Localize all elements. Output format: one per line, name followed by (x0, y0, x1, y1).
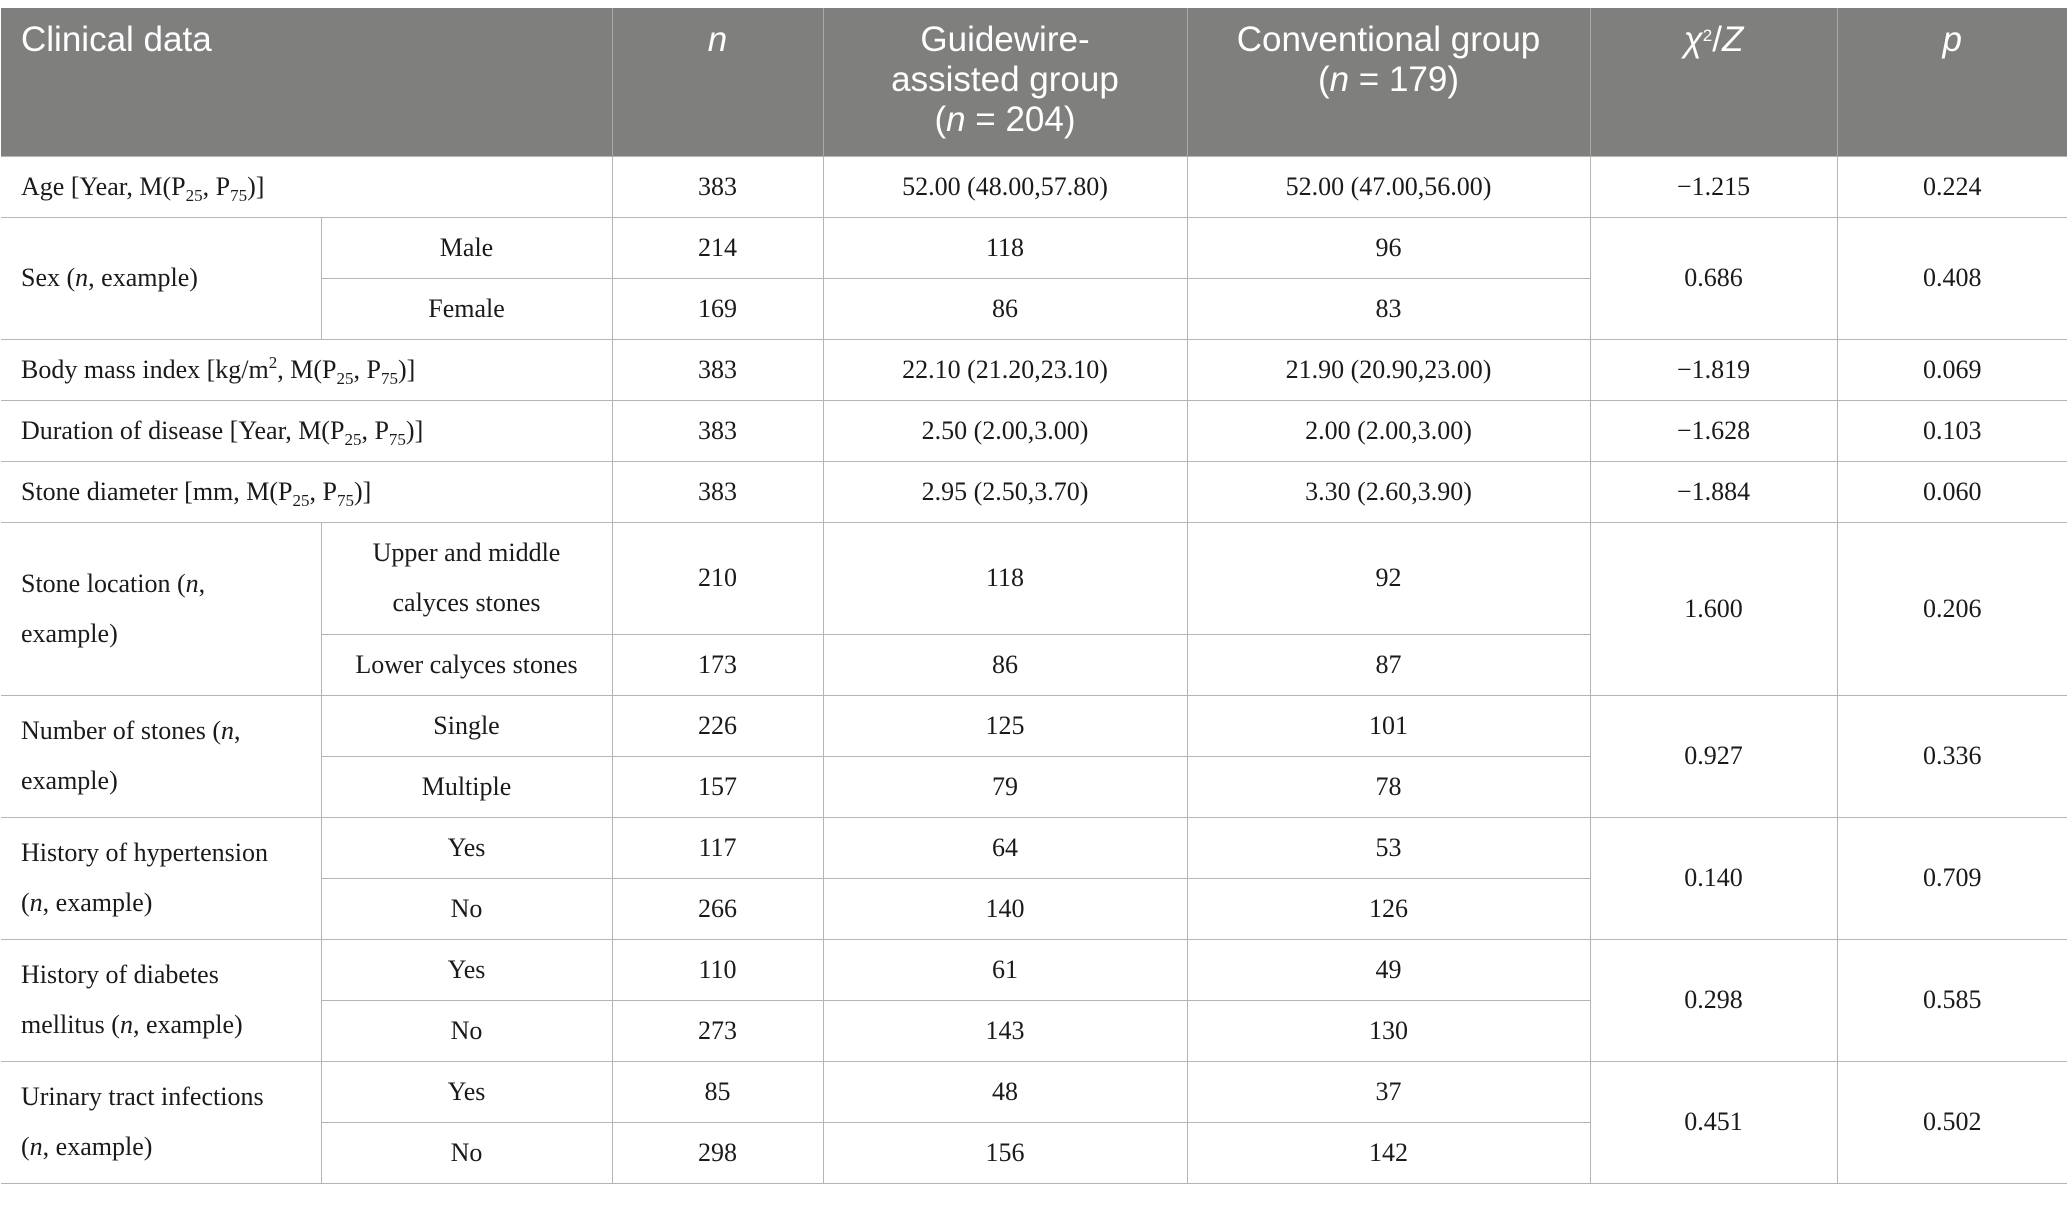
cell-conventional: 96 (1187, 217, 1590, 278)
cell-guidewire: 48 (823, 1061, 1187, 1122)
cell-conventional: 78 (1187, 756, 1590, 817)
header-conventional-group: Conventional group (n = 179) (1187, 8, 1590, 156)
cell-conventional: 3.30 (2.60,3.90) (1187, 461, 1590, 522)
cell-n: 226 (612, 695, 823, 756)
cell-n: 169 (612, 278, 823, 339)
cell-conventional: 126 (1187, 878, 1590, 939)
cell-guidewire: 156 (823, 1122, 1187, 1183)
cell-conventional: 52.00 (47.00,56.00) (1187, 156, 1590, 217)
row-label: Stone diameter [mm, $M(P_{25}$, $P_{75}$)] (1, 461, 612, 522)
cell-conventional: 83 (1187, 278, 1590, 339)
cell-n: 273 (612, 1000, 823, 1061)
cell-conventional: 37 (1187, 1061, 1590, 1122)
cell-statistic: 0.451 (1590, 1061, 1837, 1183)
header-row (1, 8, 2067, 156)
table-row-location-upper (1, 522, 2067, 634)
cell-subgroup: No (321, 1122, 612, 1183)
cell-conventional: 21.90 (20.90,23.00) (1187, 339, 1590, 400)
cell-subgroup: Female (321, 278, 612, 339)
row-label: Number of stones (n, example) (1, 695, 321, 817)
cell-statistic: 0.140 (1590, 817, 1837, 939)
row-label: Sex (n, example) (1, 217, 321, 339)
cell-p: 0.336 (1837, 695, 2067, 817)
table-row-number-single (1, 695, 2067, 756)
cell-p: 0.069 (1837, 339, 2067, 400)
cell-n: 173 (612, 634, 823, 695)
cell-statistic: −1.215 (1590, 156, 1837, 217)
cell-guidewire: 118 (823, 217, 1187, 278)
row-label: Urinary tract infections (n, example) (1, 1061, 321, 1183)
cell-subgroup: Yes (321, 817, 612, 878)
table-row-bmi (1, 339, 2067, 400)
cell-guidewire: 52.00 (48.00,57.80) (823, 156, 1187, 217)
cell-p: 0.224 (1837, 156, 2067, 217)
cell-subgroup: Lower calyces stones (321, 634, 612, 695)
cell-statistic: −1.819 (1590, 339, 1837, 400)
cell-statistic: 1.600 (1590, 522, 1837, 695)
cell-guidewire: 2.50 (2.00,3.00) (823, 400, 1187, 461)
cell-subgroup: No (321, 1000, 612, 1061)
cell-guidewire: 143 (823, 1000, 1187, 1061)
cell-statistic: −1.628 (1590, 400, 1837, 461)
cell-statistic: 0.927 (1590, 695, 1837, 817)
cell-subgroup: No (321, 878, 612, 939)
cell-guidewire: 118 (823, 522, 1187, 634)
cell-n: 266 (612, 878, 823, 939)
cell-subgroup: Yes (321, 1061, 612, 1122)
table-row-hypertension-yes (1, 817, 2067, 878)
cell-guidewire: 61 (823, 939, 1187, 1000)
row-label: Body mass index [$kg/m^2$, $M(P_{25}$, $P_{75}$)] (1, 339, 612, 400)
row-label: Stone location (n, example) (1, 522, 321, 695)
cell-n: 117 (612, 817, 823, 878)
cell-conventional: 92 (1187, 522, 1590, 634)
cell-guidewire: 86 (823, 634, 1187, 695)
cell-guidewire: 79 (823, 756, 1187, 817)
cell-statistic: 0.298 (1590, 939, 1837, 1061)
cell-n: 110 (612, 939, 823, 1000)
cell-p: 0.585 (1837, 939, 2067, 1061)
cell-n: 383 (612, 156, 823, 217)
table-row-diameter (1, 461, 2067, 522)
cell-p: 0.103 (1837, 400, 2067, 461)
cell-n: 383 (612, 400, 823, 461)
cell-guidewire: 2.95 (2.50,3.70) (823, 461, 1187, 522)
cell-n: 383 (612, 461, 823, 522)
cell-p: 0.709 (1837, 817, 2067, 939)
row-label: Age [Year, $M(P_{25}$, $P_{75}$)] (1, 156, 612, 217)
cell-n: 157 (612, 756, 823, 817)
table-row-sex-male (1, 217, 2067, 278)
table-row-duration (1, 400, 2067, 461)
cell-conventional: 87 (1187, 634, 1590, 695)
row-label: Duration of disease [Year, $M(P_{25}$, $P_{75}$)] (1, 400, 612, 461)
table-row-uti-yes (1, 1061, 2067, 1122)
cell-n: 383 (612, 339, 823, 400)
cell-guidewire: 125 (823, 695, 1187, 756)
cell-subgroup: Male (321, 217, 612, 278)
cell-p: 0.206 (1837, 522, 2067, 695)
cell-subgroup: Upper and middle calyces stones (321, 522, 612, 634)
cell-conventional: 130 (1187, 1000, 1590, 1061)
cell-statistic: 0.686 (1590, 217, 1837, 339)
row-label: History of hypertension (n, example) (1, 817, 321, 939)
cell-conventional: 53 (1187, 817, 1590, 878)
cell-conventional: 101 (1187, 695, 1590, 756)
cell-guidewire: 140 (823, 878, 1187, 939)
row-label: History of diabetes mellitus (n, example) (1, 939, 321, 1061)
cell-n: 85 (612, 1061, 823, 1122)
cell-subgroup: Multiple (321, 756, 612, 817)
cell-conventional: 142 (1187, 1122, 1590, 1183)
table-row-age (1, 156, 2067, 217)
header-guidewire-group: Guidewire- assisted group (n = 204) (823, 8, 1187, 156)
clinical-data-table (1, 8, 2067, 1184)
cell-n: 298 (612, 1122, 823, 1183)
cell-guidewire: 22.10 (21.20,23.10) (823, 339, 1187, 400)
cell-n: 210 (612, 522, 823, 634)
cell-conventional: 2.00 (2.00,3.00) (1187, 400, 1590, 461)
cell-subgroup: Single (321, 695, 612, 756)
cell-p: 0.060 (1837, 461, 2067, 522)
cell-guidewire: 64 (823, 817, 1187, 878)
header-clinical-data: Clinical data (1, 8, 612, 156)
cell-n: 214 (612, 217, 823, 278)
header-n: n (612, 8, 823, 156)
cell-p: 0.502 (1837, 1061, 2067, 1183)
header-statistic: $\chi^2/Z$ (1590, 8, 1837, 156)
cell-statistic: −1.884 (1590, 461, 1837, 522)
cell-subgroup: Yes (321, 939, 612, 1000)
header-p-value: p (1837, 8, 2067, 156)
cell-conventional: 49 (1187, 939, 1590, 1000)
cell-p: 0.408 (1837, 217, 2067, 339)
cell-guidewire: 86 (823, 278, 1187, 339)
table-row-diabetes-yes (1, 939, 2067, 1000)
